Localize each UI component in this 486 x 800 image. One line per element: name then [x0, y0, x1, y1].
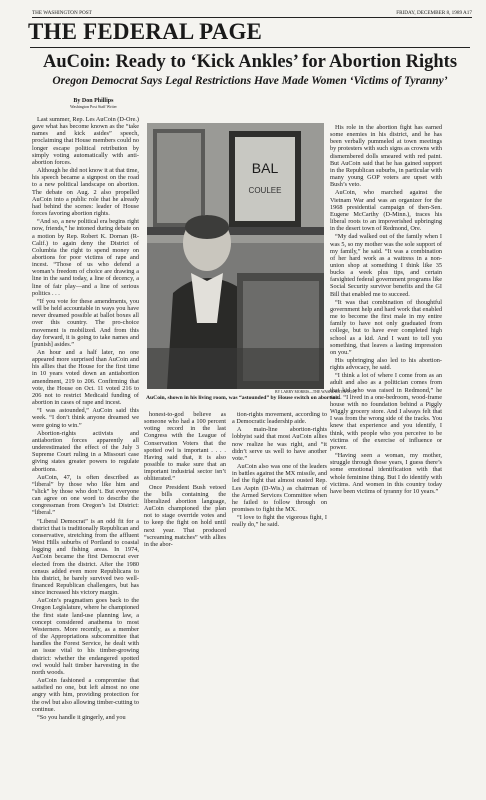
- paragraph: “My dad walked out of the family when I was 5, so my mother was the sole support of my family,” he said. “It was a combination of her hard work as a waitress in a non-union shop at something I think like 35 bucks a week plus tips, and certain farsighted federal government programs like Social Security survivor benefits and the GI Bill that enabled me to succeed.: [330, 233, 442, 298]
- paragraph: Although he did not know it at that time, his speech became a signpost on the road to a new political landscape on abortion. The debate on Aug. 2 also propelled AuCoin into a public role that he already had behind the scenes: leader of House forces favoring abortion rights.: [32, 167, 139, 218]
- paragraph: AuCoin also was one of the leaders in battles against the MX missile, and led the fight that almost ousted Rep. Les Aspin (D-Wis.) as chairman of the Armed Services Committee when he failed to follow through on promises to fight the MX.: [232, 463, 327, 514]
- article-column-3: [232, 411, 327, 530]
- paragraph: Last summer, Rep. Les AuCoin (D-Ore.) gave what has become known as the “take names and kick asides” speech, proclaiming that House members could no longer escape political retribution by simply voting automatically with anti-abortion forces.: [32, 116, 139, 166]
- paragraph: “I think a lot of where I come from as an adult and also as a politician comes from that kid who was raised in Redmond,” he said. “I lived in a one-bedroom, wood-frame house with no foundation behind a Piggly Wiggly grocery store. And I always felt that I was from the wrong side of the tracks. You knew that experience and you identify, I think, with people who you perceive to be victims of the exercise of influence or power.: [330, 372, 442, 451]
- paragraph: His role in the abortion fight has earned some enemies in his district, and he has been verbally pummeled at town meetings by protesters with such signs as crowns with dismembered dolls smeared with red paint. But AuCoin said that he has gained support in the Republican suburbs, in particular with many young GOP voters are upset with Bush’s veto.: [330, 124, 442, 189]
- paragraph: AuCoin fashioned a compromise that satisfied no one, but left almost no one angry with him, providing protection for the owl but also allowing timber-cutting to continue.: [32, 677, 139, 713]
- paragraph: An hour and a half later, no one appeared more surprised than AuCoin and his allies that the House for the first time in 10 years voted down an antiabortion amendment, 219 to 206. Confirming that vote, the House on Oct. 11 voted 216 to 206 not to restrict Medicaid funding of abortion in cases of rape and incest.: [32, 349, 139, 407]
- paragraph: “Having seen a woman, my mother, struggle through those years, I guess there’s some emotional identification with that whole feminine thing. But I do identify with victims. And women in this country today have been victims of tyranny for 10 years.”: [330, 452, 442, 495]
- paragraph: tion-rights movement, according to a Democratic leadership aide.: [232, 411, 327, 426]
- byline-affiliation: Washington Post Staff Writer: [70, 104, 117, 109]
- article-deck: Oregon Democrat Says Legal Restrictions Have Made Women ‘Victims of Tyranny’: [52, 75, 448, 87]
- paragraph: “So you handle it gingerly, and you: [37, 713, 126, 721]
- article-column-1: [32, 116, 139, 722]
- paragraph: AuCoin, who marched against the Vietnam War and was an organizer for the 1968 presidential campaign of then-Sen. Eugene McCarthy (D-Minn.), traces his liberal roots to an impoverished upbringing in the desert town of Redmond, Ore.: [330, 189, 442, 233]
- photo-credit: BY LARRY MORRIS—THE WASHINGTON POST: [275, 390, 357, 394]
- masthead-date: FRIDAY, DECEMBER 8, 1989 A17: [396, 9, 472, 16]
- masthead: [32, 8, 472, 18]
- paragraph: AuCoin, 47, is often described as “liberal” by those who like him and “slick” by those who don’t. But everyone can agree on one word to describe the congressman from Oregon’s 1st District: “liberal.”: [32, 473, 139, 517]
- paragraph: “If you vote for these amendments, you will be held accountable in ways you have never dreamed possible at ballot boxes all over this country. The pro-choice movement is mobilized. And from this day forward, it is going to take names and [punish] asides.”: [32, 297, 139, 348]
- article-column-2: [144, 411, 226, 549]
- paragraph: His upbringing also led to his abortion-rights advocacy, he said.: [330, 357, 442, 372]
- paragraph: “I love to fight the vigorous fight, I really do,” he said.: [232, 514, 327, 529]
- photo-image: [147, 123, 324, 389]
- section-title: THE FEDERAL PAGE: [28, 19, 263, 44]
- paragraph: AuCoin’s pragmatism goes back to the Oregon Legislature, where he championed the first state land-use planning law, a concept considered anathema to most Westerners. More recently, as a member of the Appropriations subcommittee that handles the Forest Service, he dealt with an issue vital to his timber-growing district: whether the endangered spotted owl would halt timber harvesting in the north woods.: [32, 597, 139, 676]
- photo-caption: AuCoin, shown in his living room, was “astounded” by House switch on abortion.: [146, 395, 341, 401]
- article-photo: [147, 123, 324, 389]
- article-headline: AuCoin: Ready to ‘Kick Ankles’ for Abortion Rights: [42, 52, 458, 72]
- paragraph: “I was astounded,” AuCoin said this week. “I don’t think anyone dreamed we were going to win.”: [32, 407, 139, 429]
- paragraph: A main-line abortion-rights lobbyist said that most AuCoin allies now realize he was right, and “it didn’t serve us well to have another vote.”: [232, 426, 327, 462]
- paragraph: “Liberal Democrat” is an odd fit for a district that is traditionally Republican and conservative, stretching from the affluent West Hills suburbs of Portland to coastal logging and fishing areas. In 1974, AuCoin became the first Democrat ever elected from the district. After the 1980 census added even more Republicans to his district, he barely survived two well-financed Republican challengers, but has since increased his victory margin.: [32, 517, 139, 597]
- section-rule: [30, 47, 470, 48]
- svg-text:BAL: BAL: [251, 160, 279, 176]
- byline-name: By Don Phillips: [73, 98, 114, 104]
- svg-text:COULEE: COULEE: [248, 186, 282, 195]
- paragraph: honest-to-god believe as someone who had a 100 percent voting record in the last Congress with the League of Conservation Voters that the spotted owl is important . . . . Having said that, it is also possible to make sure that an important industrial sector isn’t obliterated.”: [144, 411, 226, 483]
- paragraph: Abortion-rights activists and antiabortion forces apparently all underestimated the effect of the July 3 Supreme Court ruling in a Missouri case giving states greater powers to regulate abortions.: [32, 429, 139, 473]
- paragraph: “It was that combination of thoughtful government help and hard work that enabled me to become the first male in my entire family to have not only graduated from college, but to have ever completed high school as a kid. And I want to tell you something, that leaves a lasting impression on you.”: [330, 298, 442, 356]
- article-column-4: [330, 124, 442, 496]
- paragraph: “And so, a new political era begins right now, friends,” he intoned during debate on a motion by Rep. Robert K. Dornan (R-Calif.) to again deny the District of Columbia the right to spend money on abortions for poor victims of rape and incest. “Those of us who defend a woman’s freedom of choice are drawing a line in the sand today, a line of decency, a line of fair play—and a line of serious politics . . .: [32, 218, 139, 297]
- masthead-paper-name: THE WASHINGTON POST: [32, 9, 92, 16]
- byline: [70, 98, 117, 109]
- paragraph: Once President Bush vetoed the bills containing the liberalized abortion language, AuCoin championed the plan not to stage override votes and to keep the fight on hold until next year. That produced “screaming matches” with allies in the abor-: [144, 483, 226, 548]
